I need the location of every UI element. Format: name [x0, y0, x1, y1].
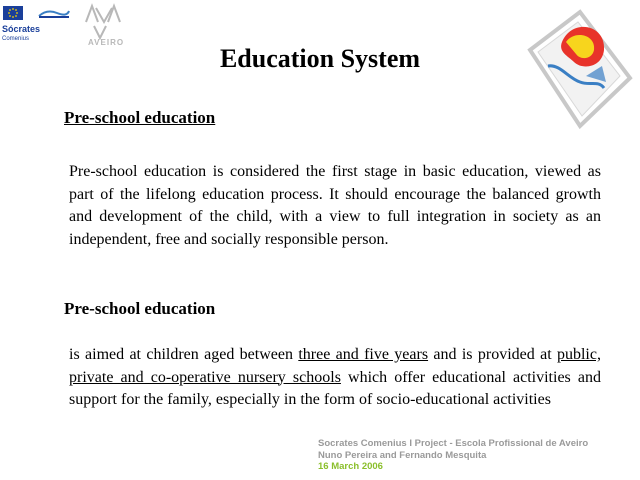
section-text-2-part3: which offer educational activities and support for the family, especially in the form of socio-educational activities: [69, 368, 601, 408]
section-heading-2: Pre-school education: [64, 299, 216, 318]
section-text-2-part2: and is provided at: [428, 346, 557, 363]
socrates-label: Sócrates: [2, 24, 41, 34]
eu-flag-logo: [3, 6, 23, 20]
program-banner-logo: [37, 6, 71, 18]
section-text-2-part1: is aimed at children aged between: [69, 346, 299, 363]
slide-title: Education System: [219, 44, 421, 73]
section-heading-1: Pre-school education: [64, 108, 216, 127]
footer: [318, 438, 588, 473]
link-three-five-years[interactable]: three and five years: [298, 346, 429, 363]
section-text-2: [69, 344, 601, 412]
aveiro-label: AVEIRO: [88, 38, 125, 47]
footer-authors-line: Nuno Pereira and Fernando Mesquita: [318, 449, 487, 461]
footer-date: 16 March 2006: [318, 461, 383, 472]
eu-stars-icon: [3, 6, 23, 20]
link-nursery-schools[interactable]: public, private and co-operative nursery schools: [69, 346, 601, 386]
footer-project-line: Socrates Comenius I Project - Escola Profissional de Aveiro: [318, 438, 589, 449]
section-text-1: Pre-school education is considered the first stage in basic education, viewed as part of the lifelong education process. It should encourage the balanced growth and development of the child, with a view to full integration in society as an independent, free and socially responsible person.: [69, 163, 601, 248]
comenius-label: Comenius: [2, 36, 30, 42]
